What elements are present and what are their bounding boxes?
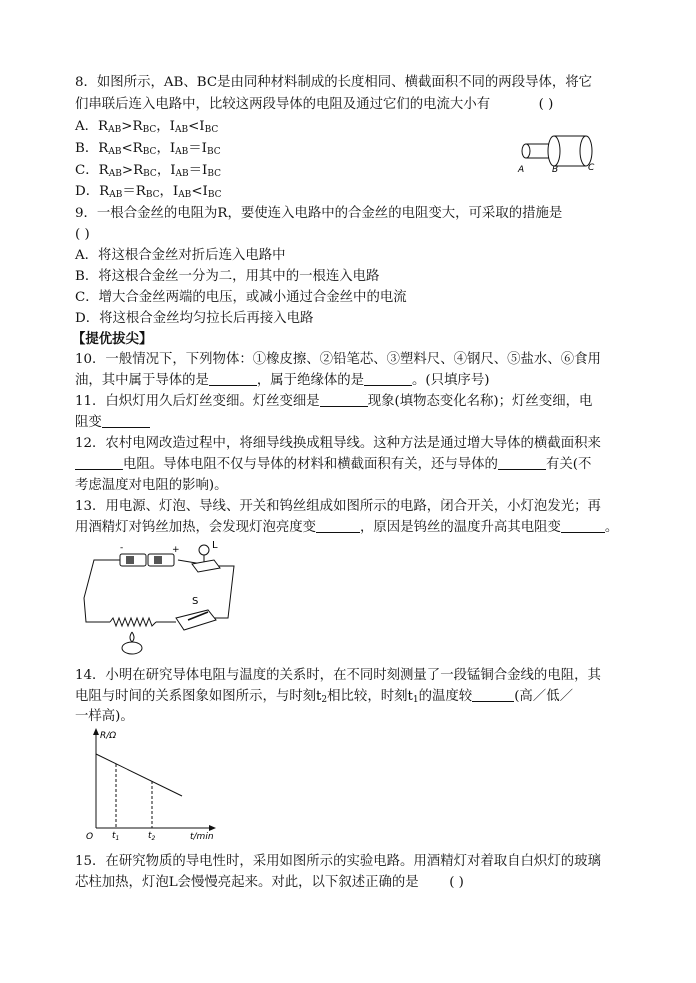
q8-option-c: C．$R_{AB}>R_{BC}$，$I_{AB}=I_{BC}$ <box>75 163 221 179</box>
q10-blank-insulator[interactable] <box>364 372 412 386</box>
q8-conductor-figure <box>512 124 602 176</box>
origin-label: O <box>86 832 94 842</box>
q9-line1: 9．一根合金丝的电阻为R，要使连入电路中的合金丝的电阻变大，可采取的措施是 <box>75 206 563 221</box>
y-axis-label: R/Ω <box>100 731 117 741</box>
q8-option-a: A．$R_{AB}>R_{BC}$，$I_{AB}<I_{BC}$ <box>75 119 219 135</box>
q14-line1: 14．小明在研究导体电阻与温度的关系时，在不同时刻测量了一段锰铜合金线的电阻，其 <box>75 668 601 683</box>
section-heading: 【提优拔尖】 <box>72 331 153 347</box>
thick-cylinder-end <box>580 136 592 166</box>
q15-answer-paren: ( ) <box>449 875 464 890</box>
q10-line1: 10．一般情况下，下列物体：①橡皮擦、②铅笔芯、③塑料尺、④钢尺、⑤盐水、⑥食用 <box>75 352 601 367</box>
q14-line2: 电阻与时间的关系图象如图所示，与时刻$t_2$相比较，时刻$t_1$的温度较 (高／低／ <box>75 689 573 705</box>
t1-label: $t_1$ <box>112 831 120 842</box>
q14-blank-temperature[interactable] <box>472 688 514 702</box>
q13-blank-resistance[interactable] <box>561 519 605 533</box>
q9-option-b: B．将这根合金丝一分为二，用其中的一根连入电路 <box>75 269 380 284</box>
q8-line2 <box>75 96 553 114</box>
q12-line1: 12．农村电网改造过程中，将细导线换成粗导线。这种方法是通过增大导体的横截面积来 <box>75 436 601 451</box>
battery-minus: - <box>120 543 124 553</box>
thick-cylinder-face <box>548 136 560 166</box>
lamp-label: L <box>212 540 218 551</box>
label-c: C <box>588 163 595 173</box>
q9-option-a: A．将这根合金丝对折后连入电路中 <box>75 248 286 263</box>
alcohol-lamp-body <box>122 642 142 654</box>
x-axis-label: t/min <box>190 832 214 842</box>
q12-line2: 电阻。导体电阻不仅与导体的材料和横截面积有关，还与导体的 有关(不 <box>75 456 591 474</box>
q9-answer-paren: ( ) <box>75 227 90 242</box>
q14-rt-graph <box>82 726 222 842</box>
q15-line2: 芯柱加热，灯泡L会慢慢亮起来。对此，以下叙述正确的是 ( ) <box>75 875 464 890</box>
q8-line1: 8．如图所示，AB、BC是由同种材料制成的长度相同、横截面积不同的两段导体，将它 <box>75 75 593 90</box>
q11-blank-resistance[interactable] <box>102 414 150 428</box>
q8-answer-paren: ( ) <box>538 97 554 112</box>
q14-line3: 一样高)。 <box>75 709 134 724</box>
label-a: A <box>518 165 525 175</box>
q9-option-c: C．增大合金丝两端的电压，或减小通过合金丝中的电流 <box>75 290 407 305</box>
q15-line1: 15．在研究物质的导电性时，采用如图所示的实验电路。用酒精灯对着取自白炽灯的玻璃 <box>75 854 601 869</box>
q12-blank-2[interactable] <box>498 456 546 470</box>
q12-blank-1[interactable] <box>75 456 123 470</box>
q8-option-b: B．$R_{AB}<R_{BC}$，$I_{AB}=I_{BC}$ <box>75 141 221 157</box>
lamp-base <box>192 560 220 572</box>
q13-circuit-figure <box>80 538 240 656</box>
battery-fill-2 <box>154 556 162 564</box>
x-axis-arrow <box>209 825 216 831</box>
q11-line1: 11．白炽灯用久后灯丝变细。灯丝变细是 现象(填物态变化名称)；灯丝变细，电 <box>75 394 593 409</box>
switch-base <box>176 610 216 630</box>
q10-line2: 油，其中属于导体的是 ，属于绝缘体的是 。(只填序号) <box>75 373 490 388</box>
q8-option-d: D．$R_{AB}=R_{BC}$，$I_{AB}<I_{BC}$ <box>75 184 222 200</box>
y-axis-arrow <box>93 728 99 735</box>
q12-line3: 考虑温度对电阻的影响)。 <box>75 478 228 493</box>
q10-blank-conductor[interactable] <box>209 372 257 386</box>
q11-blank-phase-change[interactable] <box>320 393 368 407</box>
tungsten-coil <box>110 618 156 626</box>
q8-line2-text: 们串联后连入电路中，比较这两段导体的电阻及通过它们的电流大小有 <box>75 97 491 112</box>
alcohol-lamp-flame <box>130 632 134 642</box>
q11-line2: 阻变 <box>75 414 150 432</box>
circuit-wire <box>84 560 120 622</box>
lamp-bulb <box>199 545 209 555</box>
switch-label: S <box>192 596 199 607</box>
resistance-line <box>96 754 182 796</box>
label-b: B <box>552 165 559 175</box>
t2-label: $t_2$ <box>148 831 156 842</box>
battery-plus: + <box>172 545 180 555</box>
thin-cylinder-end <box>522 144 530 158</box>
q13-line1: 13．用电源、灯泡、导线、开关和钨丝组成如图所示的电路，闭合开关，小灯泡发光；再 <box>75 499 601 514</box>
q9-option-d: D．将这根合金丝均匀拉长后再接入电路 <box>75 311 314 326</box>
battery-fill <box>126 556 134 564</box>
q13-line2: 用酒精灯对钨丝加热，会发现灯泡亮度变 ，原因是钨丝的温度升高其电阻变 。 <box>75 520 619 535</box>
q13-blank-brightness[interactable] <box>316 519 360 533</box>
